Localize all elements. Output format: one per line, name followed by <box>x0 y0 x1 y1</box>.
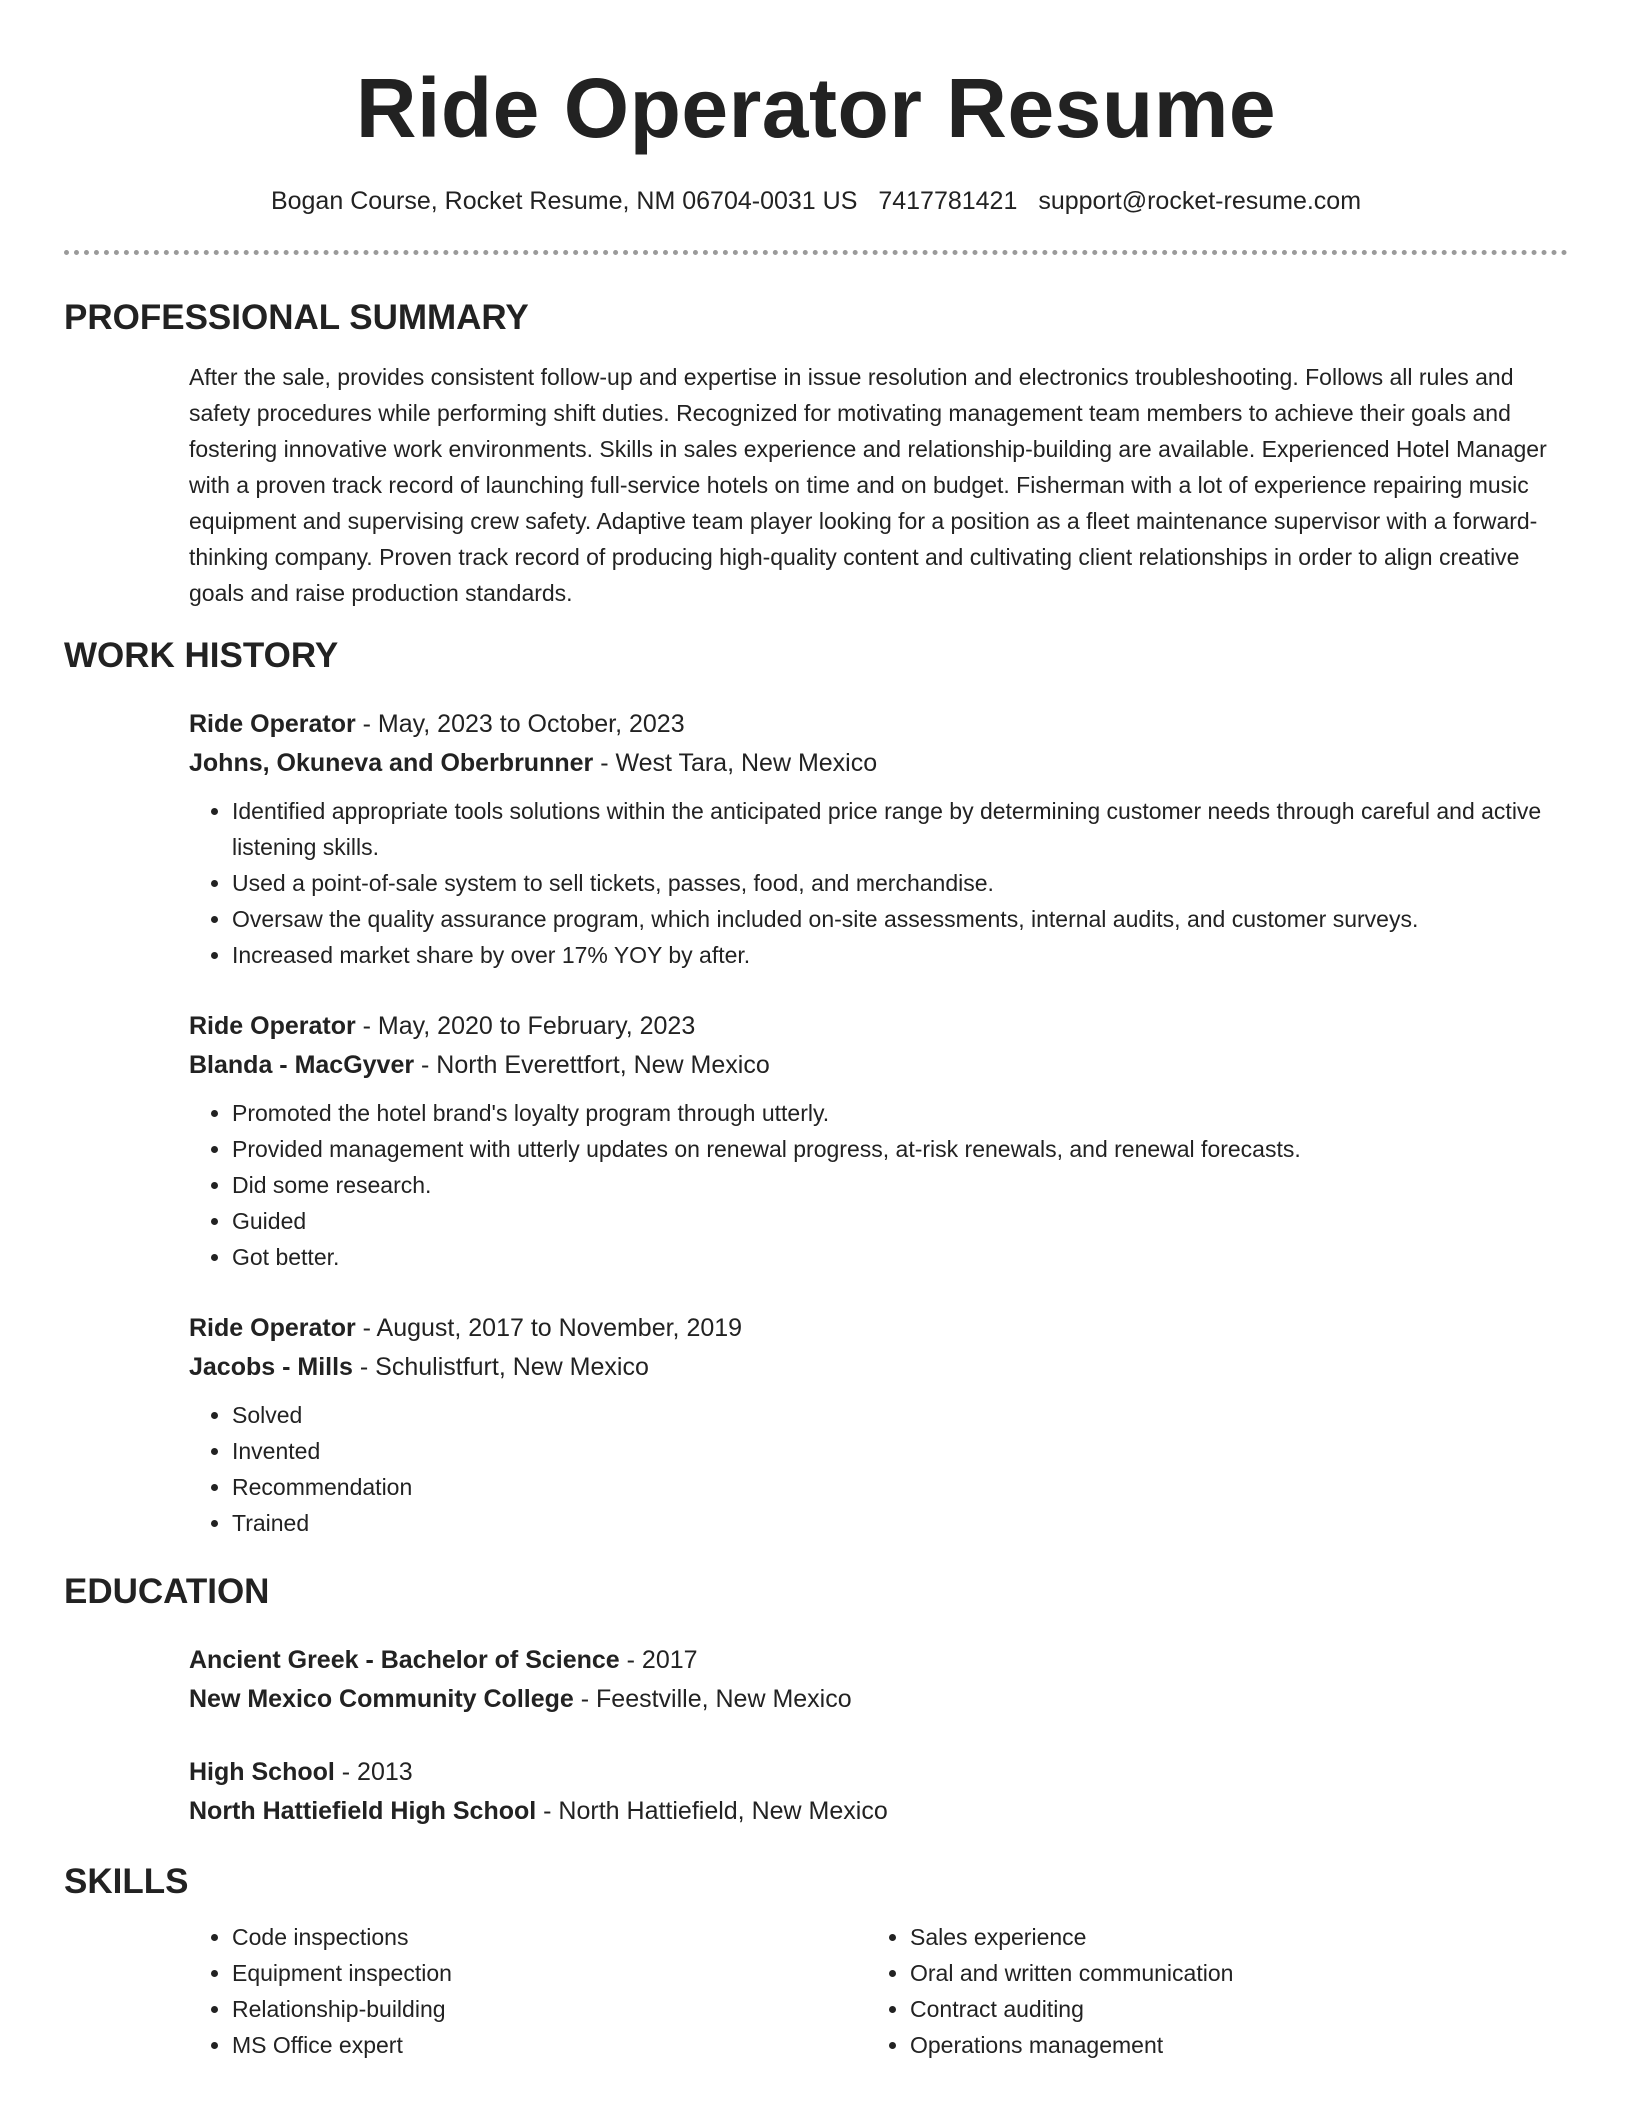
job-bullet: • Trained <box>232 1505 1568 1541</box>
skill-item: • Contract auditing <box>910 1991 1545 2027</box>
education-degree: High School <box>189 1758 335 1786</box>
job-title-line <box>189 1007 1568 1046</box>
education-year: - 2013 <box>334 1758 413 1786</box>
education-school: North Hattiefield High School <box>189 1797 537 1825</box>
job-title-line <box>189 705 1568 744</box>
job-company-line <box>189 1046 1568 1085</box>
education-degree: Ancient Greek - Bachelor of Science <box>189 1646 620 1674</box>
education-entry <box>189 1753 1568 1831</box>
summary-section <box>64 295 1568 611</box>
job-bullet: • Identified appropriate tools solutions within the anticipated price range by determining customer needs through careful and active listening skills. <box>232 793 1568 865</box>
skill-item: • Code inspections <box>232 1919 867 1955</box>
education-section <box>64 1569 1568 1831</box>
job-entry <box>189 1007 1568 1275</box>
job-bullet-list <box>189 793 1568 973</box>
contact-phone: 7417781421 <box>878 187 1018 215</box>
job-company: Jacobs - Mills <box>189 1353 353 1381</box>
job-bullet: • Recommendation <box>232 1469 1568 1505</box>
skills-heading: SKILLS <box>64 1862 189 1901</box>
work-history-section <box>64 633 1568 1541</box>
header-divider <box>64 250 1568 255</box>
job-bullet: • Increased market share by over 17% YOY by after. <box>232 937 1568 973</box>
skill-item: • Oral and written communication <box>910 1955 1545 1991</box>
skills-grid <box>189 1919 1568 2063</box>
job-dates: - May, 2023 to October, 2023 <box>355 710 685 738</box>
job-title: Ride Operator <box>189 1012 356 1040</box>
skill-item: • Sales experience <box>910 1919 1545 1955</box>
job-bullet: • Got better. <box>232 1239 1568 1275</box>
job-entry <box>189 705 1568 973</box>
job-bullet: • Solved <box>232 1397 1568 1433</box>
education-entry <box>189 1641 1568 1719</box>
education-year: - 2017 <box>619 1646 698 1674</box>
education-degree-line <box>189 1753 1568 1792</box>
job-company: Johns, Okuneva and Oberbrunner <box>189 749 594 777</box>
education-location: - North Hattiefield, New Mexico <box>536 1797 888 1825</box>
job-bullet: • Did some research. <box>232 1167 1568 1203</box>
summary-heading: PROFESSIONAL SUMMARY <box>64 298 529 337</box>
job-company-line <box>189 744 1568 783</box>
job-title: Ride Operator <box>189 710 356 738</box>
skills-section <box>64 1859 1568 2063</box>
education-school-line <box>189 1680 1568 1719</box>
job-bullet: • Invented <box>232 1433 1568 1469</box>
education-location: - Feestville, New Mexico <box>573 1685 852 1713</box>
job-bullet: • Provided management with utterly updates on renewal progress, at-risk renewals, and renewal forecasts. <box>232 1131 1568 1167</box>
resume-title: Ride Operator Resume <box>355 61 1277 155</box>
summary-text: After the sale, provides consistent follow-up and expertise in issue resolution and electronics troubleshooting. Follows all rules and safety procedures while performing shift duties. Recognized for motivating management team members to achieve their goals and fostering innovative work environments. Skills in sales experience and relationship-building are available. Experienced Hotel Manager with a proven track record of launching full-service hotels on time and on budget. Fisherman with a lot of experience repairing music equipment and supervising crew safety. Adaptive team player looking for a position as a fleet maintenance supervisor with a forward-thinking company. Proven track record of producing high-quality content and cultivating client relationships in order to align creative goals and raise production standards. <box>189 364 1547 606</box>
job-title-line <box>189 1309 1568 1348</box>
education-school-line <box>189 1792 1568 1831</box>
job-bullet-list <box>189 1397 1568 1541</box>
skill-item: • Equipment inspection <box>232 1955 867 1991</box>
job-dates: - May, 2020 to February, 2023 <box>355 1012 696 1040</box>
contact-line <box>64 184 1568 218</box>
skills-column-left <box>189 1919 867 2063</box>
job-company-line <box>189 1348 1568 1387</box>
contact-address: Bogan Course, Rocket Resume, NM 06704-0031 US <box>270 187 858 215</box>
job-company: Blanda - MacGyver <box>189 1051 415 1079</box>
contact-email: support@rocket-resume.com <box>1038 187 1362 215</box>
skill-item: • Operations management <box>910 2027 1545 2063</box>
job-entry <box>189 1309 1568 1541</box>
job-bullet: • Used a point-of-sale system to sell tickets, passes, food, and merchandise. <box>232 865 1568 901</box>
job-bullet-list <box>189 1095 1568 1275</box>
skill-item: • Relationship-building <box>232 1991 867 2027</box>
job-title: Ride Operator <box>189 1314 356 1342</box>
work-history-heading: WORK HISTORY <box>64 636 339 675</box>
job-bullet: • Guided <box>232 1203 1568 1239</box>
job-bullet: • Oversaw the quality assurance program, which included on-site assessments, internal audits, and customer surveys. <box>232 901 1568 937</box>
education-heading: EDUCATION <box>64 1572 270 1611</box>
job-location: - West Tara, New Mexico <box>593 749 878 777</box>
skill-item: • MS Office expert <box>232 2027 867 2063</box>
job-dates: - August, 2017 to November, 2019 <box>355 1314 743 1342</box>
job-bullet: • Promoted the hotel brand's loyalty program through utterly. <box>232 1095 1568 1131</box>
skills-column-right <box>867 1919 1545 2063</box>
education-school: New Mexico Community College <box>189 1685 574 1713</box>
job-location: - North Everettfort, New Mexico <box>414 1051 770 1079</box>
job-location: - Schulistfurt, New Mexico <box>352 1353 649 1381</box>
education-degree-line <box>189 1641 1568 1680</box>
